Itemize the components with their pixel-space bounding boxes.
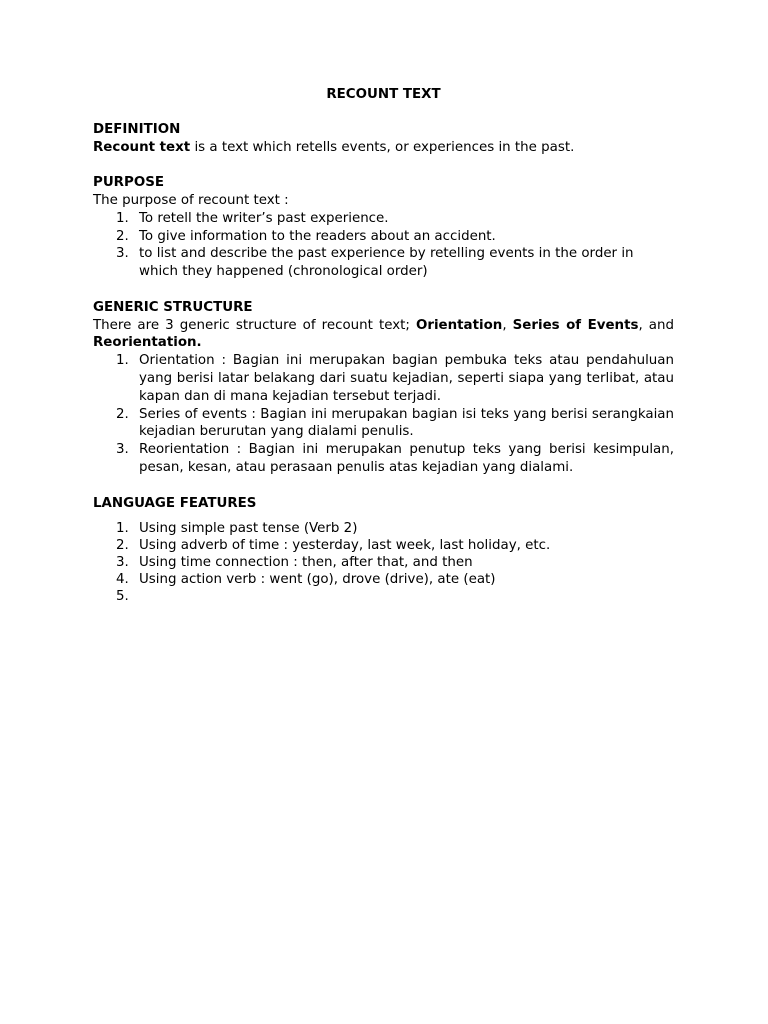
- structure-sep: ,: [502, 317, 513, 333]
- list-number: 2.: [116, 406, 129, 422]
- definition-section: [93, 121, 674, 157]
- spacer: [93, 477, 674, 495]
- list-item: [93, 228, 674, 246]
- spacer: [93, 281, 674, 299]
- list-number: 1.: [116, 521, 129, 537]
- list-item: [93, 210, 674, 228]
- list-item-text: Using adverb of time : yesterday, last week, last holiday, etc.: [139, 538, 551, 554]
- purpose-heading: PURPOSE: [93, 175, 164, 191]
- structure-section: [93, 299, 674, 477]
- structure-list: [93, 352, 674, 477]
- structure-term-series: Series of Events: [512, 317, 639, 333]
- list-number: 3.: [116, 246, 129, 262]
- list-number: 2.: [116, 228, 129, 244]
- structure-intro: [93, 317, 674, 353]
- list-item-text: Using simple past tense (Verb 2): [139, 521, 358, 537]
- list-number: 1.: [116, 353, 129, 369]
- list-item: [93, 554, 674, 571]
- list-item: [93, 537, 674, 554]
- structure-term-reorientation: Reorientation.: [93, 335, 202, 351]
- definition-term: Recount text: [93, 139, 191, 155]
- document-page: [93, 86, 674, 605]
- list-number: 3.: [116, 555, 129, 571]
- list-item-text: Using time connection : then, after that, and then: [139, 555, 473, 571]
- list-item: [93, 588, 674, 605]
- list-item: [93, 406, 674, 442]
- list-item: [93, 520, 674, 537]
- list-item-text: to list and describe the past experience by retelling events in the order in which they happened (chronological order): [139, 246, 634, 280]
- list-item-text: [139, 589, 143, 604]
- list-item: [93, 352, 674, 405]
- language-list: [93, 520, 674, 605]
- list-item-text: Reorientation : Bagian ini merupakan penutup teks yang berisi kesimpulan, pesan, kesan, atau perasaan penulis atas kejadian yang dialami.: [139, 442, 674, 475]
- language-heading: LANGUAGE FEATURES: [93, 495, 257, 511]
- list-item-text: To give information to the readers about an accident.: [139, 228, 496, 244]
- list-item-text: Series of events : Bagian ini merupakan bagian isi teks yang berisi serangkaian kejadian berurutan yang dialami penulis.: [139, 406, 674, 440]
- document-title: RECOUNT TEXT: [326, 87, 441, 102]
- language-section: [93, 495, 674, 606]
- list-item: [93, 441, 674, 477]
- list-number: 4.: [116, 572, 129, 588]
- purpose-list: [93, 210, 674, 281]
- list-item: [93, 245, 674, 281]
- list-item-text: Using action verb : went (go), drove (drive), ate (eat): [139, 572, 496, 588]
- list-number: 1.: [116, 210, 129, 226]
- purpose-section: [93, 174, 674, 281]
- definition-heading: DEFINITION: [93, 121, 181, 137]
- purpose-intro: The purpose of recount text :: [93, 192, 289, 208]
- structure-heading: GENERIC STRUCTURE: [93, 299, 253, 315]
- structure-term-orientation: Orientation: [415, 317, 503, 333]
- list-item: [93, 571, 674, 588]
- list-item-text: Orientation : Bagian ini merupakan bagian pembuka teks atau pendahuluan yang berisi latar belakang dari suatu kejadian, seperti siapa yang terlibat, atau kapan dan di mana kejadian tersebut terjadi.: [139, 353, 674, 404]
- definition-rest: is a text which retells events, or experiences in the past.: [190, 139, 575, 155]
- structure-intro-prefix: There are 3 generic structure of recount text;: [93, 317, 416, 333]
- definition-text: [93, 139, 674, 157]
- list-number: 2.: [116, 538, 129, 554]
- list-item-text: To retell the writer’s past experience.: [139, 210, 389, 226]
- structure-sep: , and: [638, 317, 674, 333]
- spacer: [93, 156, 674, 174]
- list-number: 3.: [116, 442, 129, 458]
- list-number: 5.: [116, 589, 129, 605]
